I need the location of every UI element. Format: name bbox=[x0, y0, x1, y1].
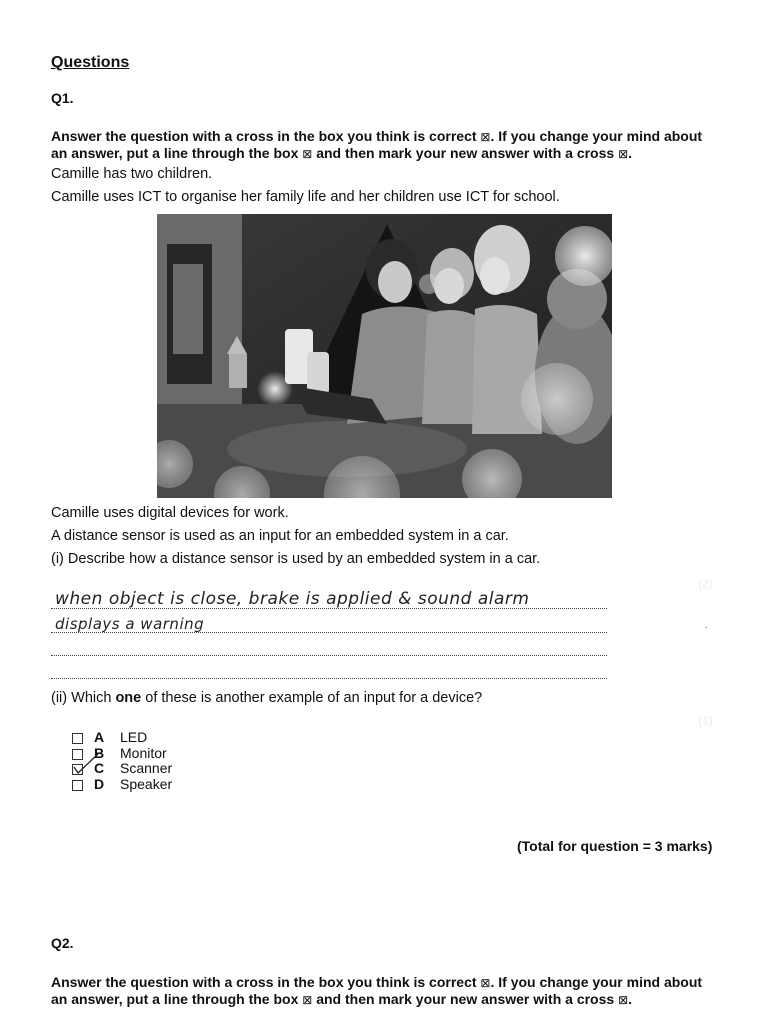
question-part-ii: (ii) Which one of these is another example of an input for a device? bbox=[51, 690, 483, 706]
handwritten-answer: displays a warning bbox=[55, 615, 205, 633]
question-number: Q2. bbox=[51, 935, 74, 951]
question-part-i: (i) Describe how a distance sensor is used by an embedded system in a car. bbox=[51, 551, 541, 567]
question-number: Q1. bbox=[51, 90, 74, 106]
crossed-box-icon: ⊠ bbox=[618, 147, 629, 161]
section-heading: Questions bbox=[51, 54, 130, 71]
family-photo bbox=[157, 214, 612, 498]
crossed-box-icon: ⊠ bbox=[480, 976, 491, 990]
margin-dot: . bbox=[705, 620, 708, 631]
marks-allocation: (2) bbox=[698, 577, 713, 591]
crossed-box-icon: ⊠ bbox=[302, 147, 313, 161]
instructions: Answer the question with a cross in the box you think is correct ⊠. If you change your mind about an answer, put a line through the box ⊠ and then mark your new answer with a cross ⊠. bbox=[51, 974, 703, 1007]
context-line: A distance sensor is used as an input for an embedded system in a car. bbox=[51, 528, 509, 544]
total-marks: (Total for question = 3 marks) bbox=[517, 838, 713, 854]
context-line: Camille uses ICT to organise her family life and her children use ICT for school. bbox=[51, 189, 560, 205]
handwritten-cross-mark bbox=[70, 748, 110, 778]
crossed-box-icon: ⊠ bbox=[302, 993, 313, 1007]
checkbox[interactable] bbox=[72, 780, 83, 791]
answer-line bbox=[51, 655, 607, 656]
context-line: Camille has two children. bbox=[51, 166, 213, 182]
marks-allocation: (1) bbox=[698, 714, 713, 728]
crossed-box-icon: ⊠ bbox=[480, 130, 491, 144]
context-line: Camille uses digital devices for work. bbox=[51, 505, 289, 521]
instructions: Answer the question with a cross in the box you think is correct ⊠. If you change your mind about an answer, put a line through the box ⊠ and then mark your new answer with a cross ⊠. bbox=[51, 128, 703, 161]
answer-line bbox=[51, 678, 607, 679]
handwritten-answer: when object is close, brake is applied & sound alarm bbox=[55, 589, 530, 609]
checkbox[interactable] bbox=[72, 733, 83, 744]
crossed-box-icon: ⊠ bbox=[618, 993, 629, 1007]
